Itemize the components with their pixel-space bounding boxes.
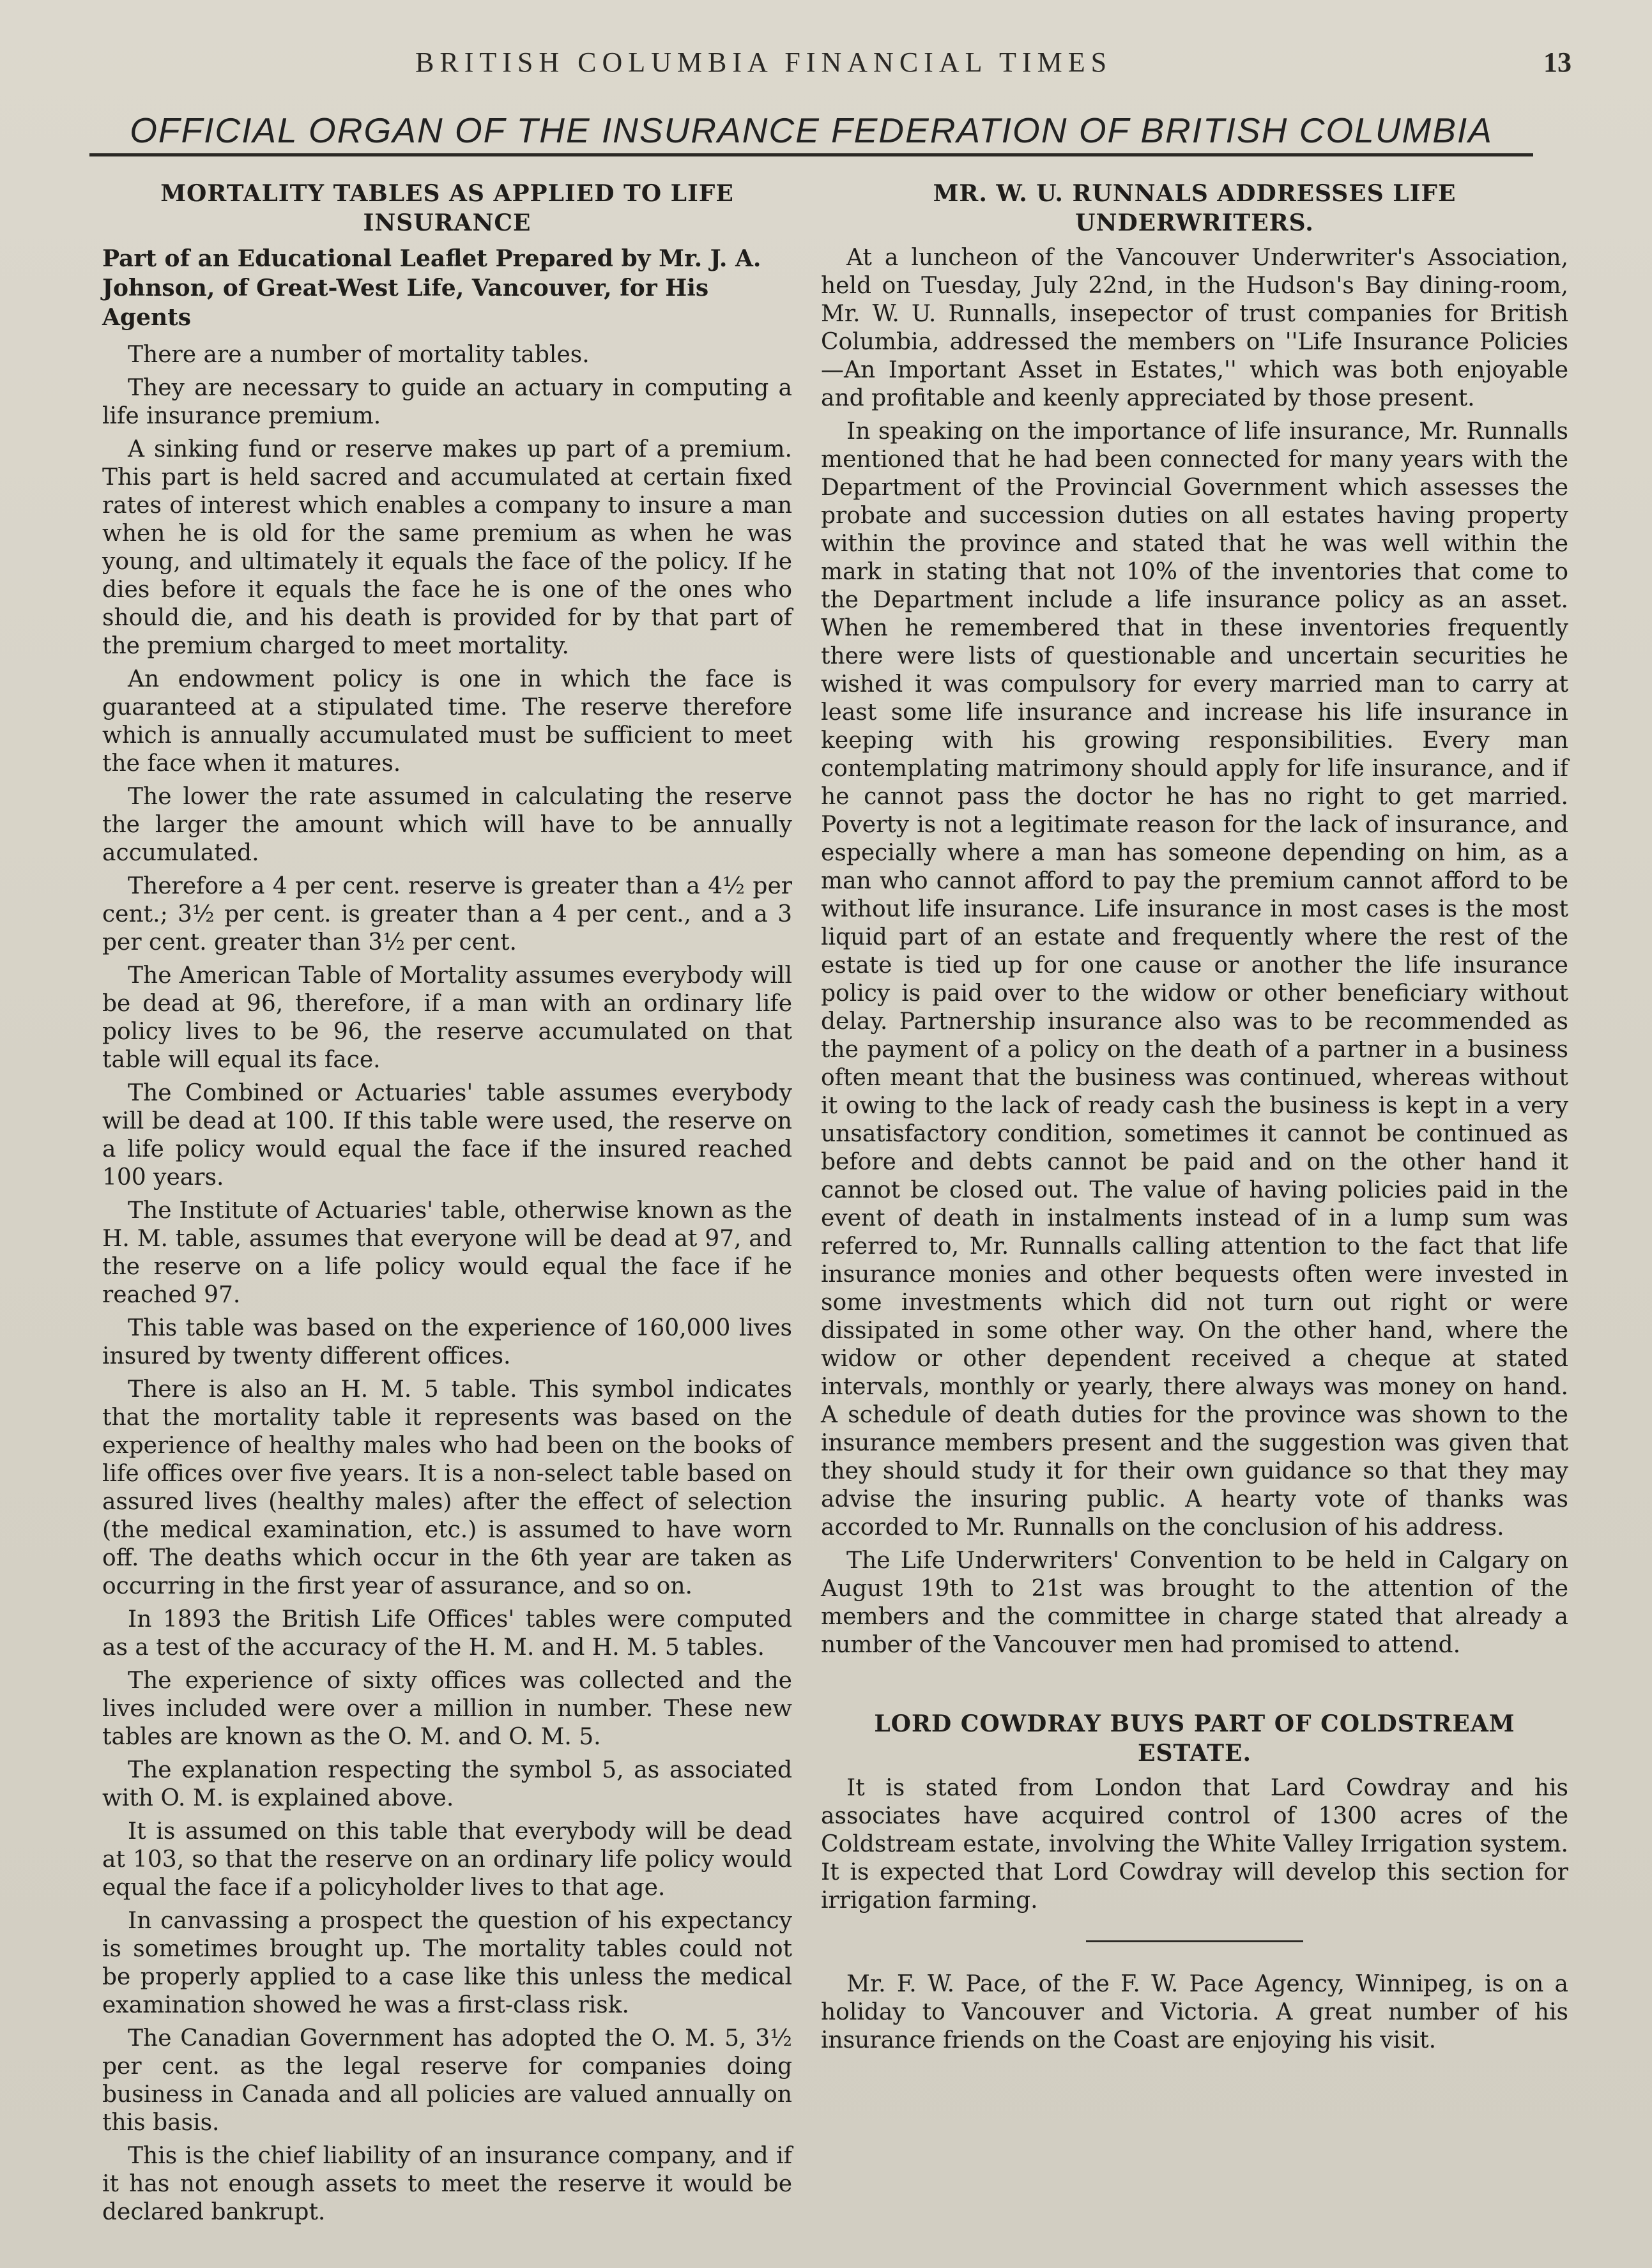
article-paragraph: This table was based on the experience of 160,000 lives insured by twenty different offices. <box>102 1315 792 1369</box>
article-paragraph: There is also an H. M. 5 table. This symbol indicates that the mortality table it represents was based on the experience of healthy males who had been on the books of life offices over five years. It is a non-select table based on assured lives (healthy males) after the effect of selection (the medical examination, etc.) is assumed to have worn off. The deaths which occur in the 6th year are taken as occurring in the first year of assurance, and so on. <box>102 1376 792 1599</box>
article-paragraph: Mr. F. W. Pace, of the F. W. Pace Agency, Winnipeg, is on a holiday to Vancouver and Victoria. A great number of his insurance friends on the Coast are enjoying his visit. <box>821 1971 1568 2053</box>
banner-text: OFFICIAL ORGAN OF THE INSURANCE FEDERATION OF BRITISH COLUMBIA <box>130 110 1493 150</box>
article-paragraph: They are necessary to guide an actuary in computing a life insurance premium. <box>102 375 792 429</box>
mortality-tables-headline: MORTALITY TABLES AS APPLIED TO LIFE INSURANCE <box>160 180 734 236</box>
column-spacer <box>821 1664 1568 1703</box>
article-paragraph: In speaking on the importance of life insurance, Mr. Runnalls mentioned that he had been connected for many years with the Department of the Provincial Government which assesses the probate and succession duties on all estates having property within the province and stated that he was well within the mark in stating that not 10% of the inventories that come to the Department include a life insurance policy as an asset. When he remembered that in these inventories frequently there were lists of questionable and uncertain securities he wished it was compulsory for every married man to carry at least some life insurance and increase his life insurance in keeping with his growing responsibilities. Every man contemplating matrimony should apply for life insurance, and if he cannot pass the doctor he has no right to get married. Poverty is not a legitimate reason for the lack of insurance, and especially where a man has someone depending on him, as a man who cannot afford to pay the premium cannot afford to be without life insurance. Life insurance in most cases is the most liquid part of an estate and frequently where the rest of the estate is tied up for one cause or another the life insurance policy is paid over to the widow or other beneficiary without delay. Partnership insurance also was to be recommended as the payment of a policy on the death of a partner in a business often meant that the business was continued, whereas without it owing to the lack of ready cash the business is kept in a very unsatisfactory condition, sometimes it cannot be continued as before and debts cannot be paid and on the other hand it cannot be closed out. The value of having policies paid in the event of death in instalments instead of in a lump sum was referred to, Mr. Runnalls calling attention to the fact that life insurance monies and other bequests often were invested in some investments which did not turn out right or were dissipated in some other way. On the other hand, where the widow or other dependent received a cheque at stated intervals, monthly or yearly, there always was money on hand. A schedule of death duties for the province was shown to the insurance members present and the suggestion was given that they should study it for their own guidance so that they may advise the insuring public. A hearty vote of thanks was accorded to Mr. Runnalls on the conclusion of his address. <box>821 418 1568 1541</box>
article-paragraph: It is stated from London that Lard Cowdray and his associates have acquired control of 1300 acres of the Coldstream estate, involving the White Valley Irrigation system. It is expected that Lord Cowdray will develop this section for irrigation farming. <box>821 1775 1568 1914</box>
article-paragraph: It is assumed on this table that everybody will be dead at 103, so that the reserve on an ordinary life policy would equal the face if a policyholder lives to that age. <box>102 1818 792 1901</box>
page-number: 13 <box>1543 47 1572 78</box>
official-organ-banner <box>89 96 1533 156</box>
page-header <box>83 46 1572 91</box>
runnals-headline: MR. W. U. RUNNALS ADDRESSES LIFE UNDERWRITERS. <box>933 180 1457 236</box>
article-paragraph: At a luncheon of the Vancouver Underwriter's Association, held on Tuesday, July 22nd, in the Hudson's Bay dining-room, Mr. W. U. Runnalls, insepector of trust companies for British Columbia, addressed the members on ''Life Insurance Policies—An Important Asset in Estates,'' which was both enjoyable and profitable and keenly appreciated by those present. <box>821 245 1568 411</box>
article-paragraph: The lower the rate assumed in calculating the reserve the larger the amount which will have to be annually accumulated. <box>102 784 792 866</box>
article-paragraph: This is the chief liability of an insurance company, and if it has not enough assets to meet the reserve it would be declared bankrupt. <box>102 2143 792 2225</box>
cowdray-headline: LORD COWDRAY BUYS PART OF COLDSTREAM ESTATE. <box>874 1710 1515 1767</box>
article-paragraph: An endowment policy is one in which the face is guaranteed at a stipulated time. The reserve therefore which is annually accumulated must be sufficient to meet the face when it matures. <box>102 666 792 777</box>
article-paragraph: The explanation respecting the symbol 5, as associated with O. M. is explained above. <box>102 1757 792 1811</box>
article-paragraph: The Institute of Actuaries' table, otherwise known as the H. M. table, assumes that everyone will be dead at 97, and the reserve on a life policy would equal the face if he reached 97. <box>102 1198 792 1308</box>
article-paragraph: The Life Underwriters' Convention to be held in Calgary on August 19th to 21st was brought to the attention of the members and the committee in charge stated that already a number of the Vancouver men had promised to attend. <box>821 1548 1568 1658</box>
article-paragraph: In 1893 the British Life Offices' tables were computed as a test of the accuracy of the H. M. and H. M. 5 tables. <box>102 1606 792 1661</box>
publication-title: BRITISH COLUMBIA FINANCIAL TIMES <box>415 47 1113 78</box>
left-column <box>102 172 792 2232</box>
article-paragraph: A sinking fund or reserve makes up part of a premium. This part is held sacred and accumulated at certain fixed rates of interest which enables a company to insure a man when he is old for the same premium as when he was young, and ultimately it equals the face of the policy. If he dies before it equals the face he is one of the ones who should die, and his death is provided for by that part of the premium charged to meet mortality. <box>102 436 792 659</box>
article-paragraph: Therefore a 4 per cent. reserve is greater than a 4½ per cent.; 3½ per cent. is greater than a 4 per cent., and a 3 per cent. greater than 3½ per cent. <box>102 873 792 955</box>
right-column <box>821 172 1568 2060</box>
section-divider <box>1086 1940 1303 1942</box>
article-paragraph: The American Table of Mortality assumes everybody will be dead at 96, therefore, if a man with an ordinary life policy lives to be 96, the reserve accumulated on that table will equal its face. <box>102 963 792 1073</box>
article-paragraph: There are a number of mortality tables. <box>128 342 590 368</box>
article-paragraph: In canvassing a prospect the question of his expectancy is sometimes brought up. The mortality tables could not be properly applied to a case like this unless the medical examination showed he was a first-class risk. <box>102 1908 792 2018</box>
article-paragraph: The Combined or Actuaries' table assumes everybody will be dead at 100. If this table were used, the reserve on a life policy would equal the face if the insured reached 100 years. <box>102 1080 792 1191</box>
article-paragraph: The Canadian Government has adopted the O. M. 5, 3½ per cent. as the legal reserve for companies doing business in Canada and all policies are valued annually on this basis. <box>102 2025 792 2136</box>
mortality-tables-subheadline: Part of an Educational Leaflet Prepared by Mr. J. A. Johnson, of Great-West Life, Vancouver, for His Agents <box>102 245 761 331</box>
article-paragraph: The experience of sixty offices was collected and the lives included were over a million in number. These new tables are known as the O. M. and O. M. 5. <box>102 1668 792 1750</box>
